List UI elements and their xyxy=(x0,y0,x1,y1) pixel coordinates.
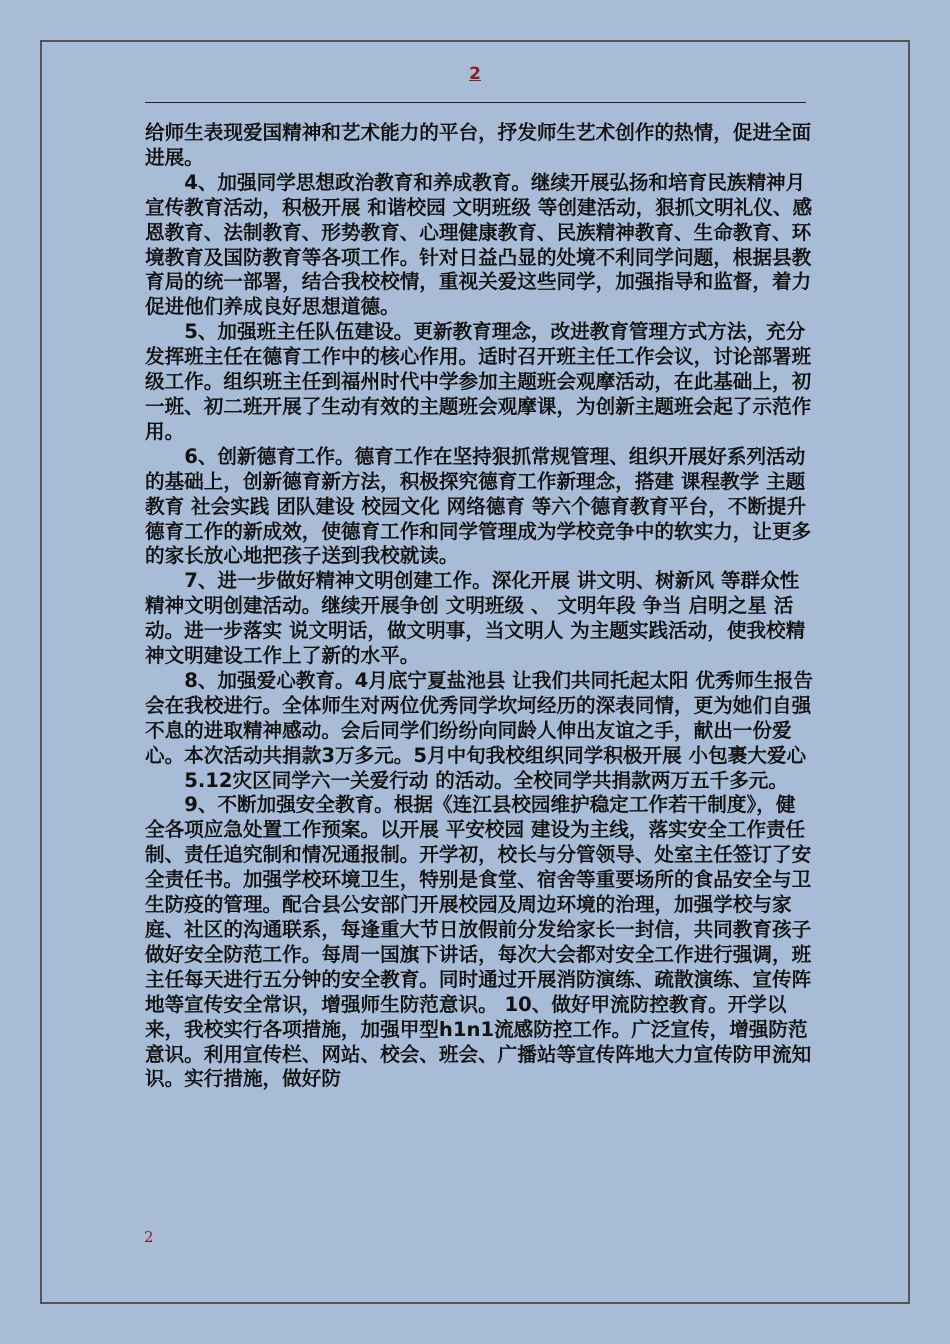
document-body xyxy=(145,121,813,1092)
header-rule xyxy=(145,102,806,103)
paragraph: 5.12灾区同学六一关爱行动 的活动。全校同学共捐款两万五千多元。 xyxy=(184,768,788,792)
paragraph: 5、加强班主任队伍建设。更新教育理念，改进教育管理方式方法，充分发挥班主任在德育工作中的核心作用。适时召开班主任工作会议，讨论部署班级工作。组织班主任到福州时代中学参加主题班会观摩活动，在此基础上，初一班、初二班开展了生动有效的主题班会观摩课，为创新主题班会起了示范作用。 xyxy=(145,320,812,443)
paragraph: 6、创新德育工作。德育工作在坚持狠抓常规管理、组织开展好系列活动的基础上，创新德育新方法，积极探究德育工作新理念，搭建 课程教学 主题教育 社会实践 团队建设 校园文化 网络德育 等六个德育教育平台，不断提升德育工作的新成效，使德育工作和同学管理成为学校竞争中的软实力，让更多的家长放心地把孩子送到我校就读。 xyxy=(145,444,812,568)
header-page-number: 2 xyxy=(469,64,481,84)
paragraph: 4、加强同学思想政治教育和养成教育。继续开展弘扬和培育民族精神月宣传教育活动，积极开展 和谐校园 文明班级 等创建活动，狠抓文明礼仪、感恩教育、法制教育、形势教育、心理健康教育、民族精神教育、生命教育、环境教育及国防教育等各项工作。针对日益凸显的处境不利同学问题，根据县教育局的统一部署，结合我校校情，重视关爱这些同学，加强指导和监督，着力促进他们养成良好思想道德。 xyxy=(145,170,813,319)
footer-page-number: 2 xyxy=(144,1228,154,1246)
paragraph: 9、不断加强安全教育。根据《连江县校园维护稳定工作若干制度》，健全各项应急处置工作预案。以开展 平安校园 建设为主线，落实安全工作责任制、责任追究制和情况通报制。开学初，校长与分管领导、处室主任签订了安全责任书。加强学校环境卫生，特别是食堂、宿舍等重要场所的食品安全与卫生防疫的管理。配合县公安部门开展校园及周边环境的治理，加强学校与家庭、社区的沟通联系，每逢重大节日放假前分发给家长一封信，共同教育孩子做好安全防范工作。每周一国旗下讲话，每次大会都对安全工作进行强调，班主任每天进行五分钟的安全教育。同时通过开展消防演练、疏散演练、宣传阵地等宣传安全常识，增强师生防范意识。 10、做好甲流防控教育。开学以来，我校实行各项措施，加强甲型h1n1流感防控工作。广泛宣传，增强防范意识。利用宣传栏、网站、校会、班会、广播站等宣传阵地大力宣传防甲流知识。实行措施，做好防 xyxy=(145,793,812,1091)
paragraph: 7、进一步做好精神文明创建工作。深化开展 讲文明、树新风 等群众性精神文明创建活动。继续开展争创 文明班级 、 文明年段 争当 启明之星 活动。进一步落实 说文明话，做文明事，当文明人 为主题实践活动，使我校精神文明建设工作上了新的水平。 xyxy=(145,569,806,668)
paragraph: 给师生表现爱国精神和艺术能力的平台，抒发师生艺术创作的热情，促进全面进展。 xyxy=(145,121,812,169)
paragraph: 8、加强爱心教育。4月底宁夏盐池县 让我们共同托起太阳 优秀师生报告会在我校进行。全体师生对两位优秀同学坎坷经历的深表同情，更为她们自强不息的进取精神感动。会后同学们纷纷向同龄人伸出友谊之手，献出一份爱心。本次活动共捐款3万多元。5月中旬我校组织同学积极开展 小包裹大爱心 xyxy=(145,668,813,767)
